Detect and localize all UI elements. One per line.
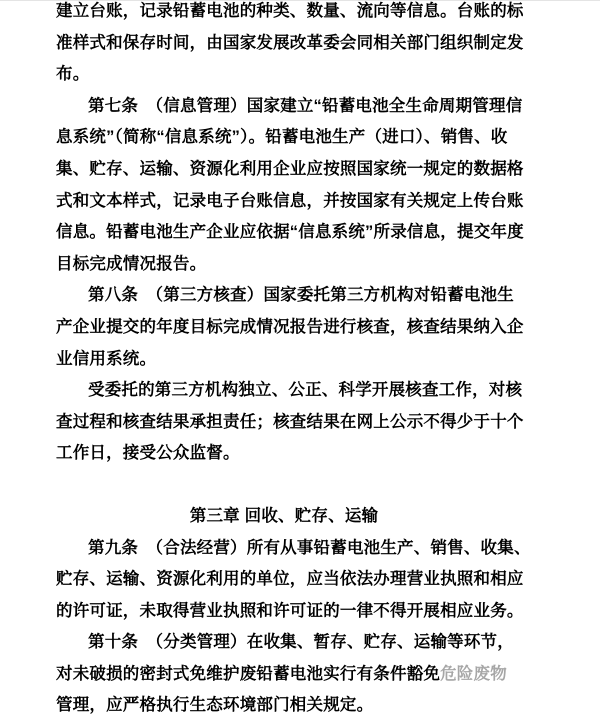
text-line: 建立台账，记录铅蓄电池的种类、数量、流向等信息。台账的标	[56, 2, 524, 20]
text-line: 准样式和保存时间，由国家发展改革委会同相关部门组织制定发	[56, 33, 524, 52]
text-line: 业信用系统。	[56, 349, 157, 368]
text-line: 式和文本样式，记录电子台账信息，并按国家有关规定上传台账	[56, 191, 524, 210]
text-line: 集、贮存、运输、资源化利用企业应按照国家统一规定的数据格	[56, 159, 524, 178]
hazardous-waste-link[interactable]: 危险废物	[440, 664, 507, 683]
chapter-3-heading	[56, 501, 512, 533]
text-line: 贮存、运输、资源化利用的单位，应当依法办理营业执照和相应	[56, 570, 524, 589]
text-line: 第十条 （分类管理）在收集、暂存、贮存、运输等环节，	[88, 633, 514, 652]
text-line: 查过程和核查结果承担责任；核查结果在网上公示不得少于十个	[56, 412, 524, 431]
text-line: 的许可证，未取得营业执照和许可证的一律不得开展相应业务。	[56, 601, 524, 620]
text-line: 布。	[56, 65, 90, 84]
text-line: 第九条 （合法经营）所有从事铅蓄电池生产、销售、收集、	[88, 538, 531, 557]
text-line: 息系统”（简称“信息系统”）。铅蓄电池生产（进口）、销售、收	[56, 128, 508, 147]
para-third-party-duty	[56, 375, 524, 470]
text-line: 工作日，接受公众监督。	[56, 444, 240, 463]
para-article-10	[56, 627, 512, 722]
text-line: 第七条 （信息管理）国家建立“铅蓄电池全生命周期管理信	[88, 96, 523, 115]
text-segment: 对未破损的密封式免维护废铅蓄电池实行有条件豁免	[56, 664, 441, 683]
text-line: 受委托的第三方机构独立、公正、科学开展核查工作，对核	[88, 381, 523, 400]
text-line: 目标完成情况报告。	[56, 254, 207, 273]
para-article-9	[56, 533, 531, 628]
text-line: 信息。铅蓄电池生产企业应依据“信息系统”所录信息，提交年度	[56, 223, 524, 242]
text-line: 产企业提交的年度目标完成情况报告进行核查，核查结果纳入企	[56, 317, 524, 336]
chapter-heading-text: 第三章 回收、贮存、运输	[189, 506, 379, 525]
text-line: 第八条 （第三方核查）国家委托第三方机构对铅蓄电池生	[88, 286, 514, 305]
text-line	[56, 659, 512, 691]
para-article-8	[56, 280, 524, 375]
text-line: 管理，应严格执行生态环境部门相关规定。	[56, 696, 374, 715]
para-article-7	[56, 91, 524, 281]
para-ledger-continuation	[56, 0, 524, 91]
document-body	[56, 0, 531, 722]
